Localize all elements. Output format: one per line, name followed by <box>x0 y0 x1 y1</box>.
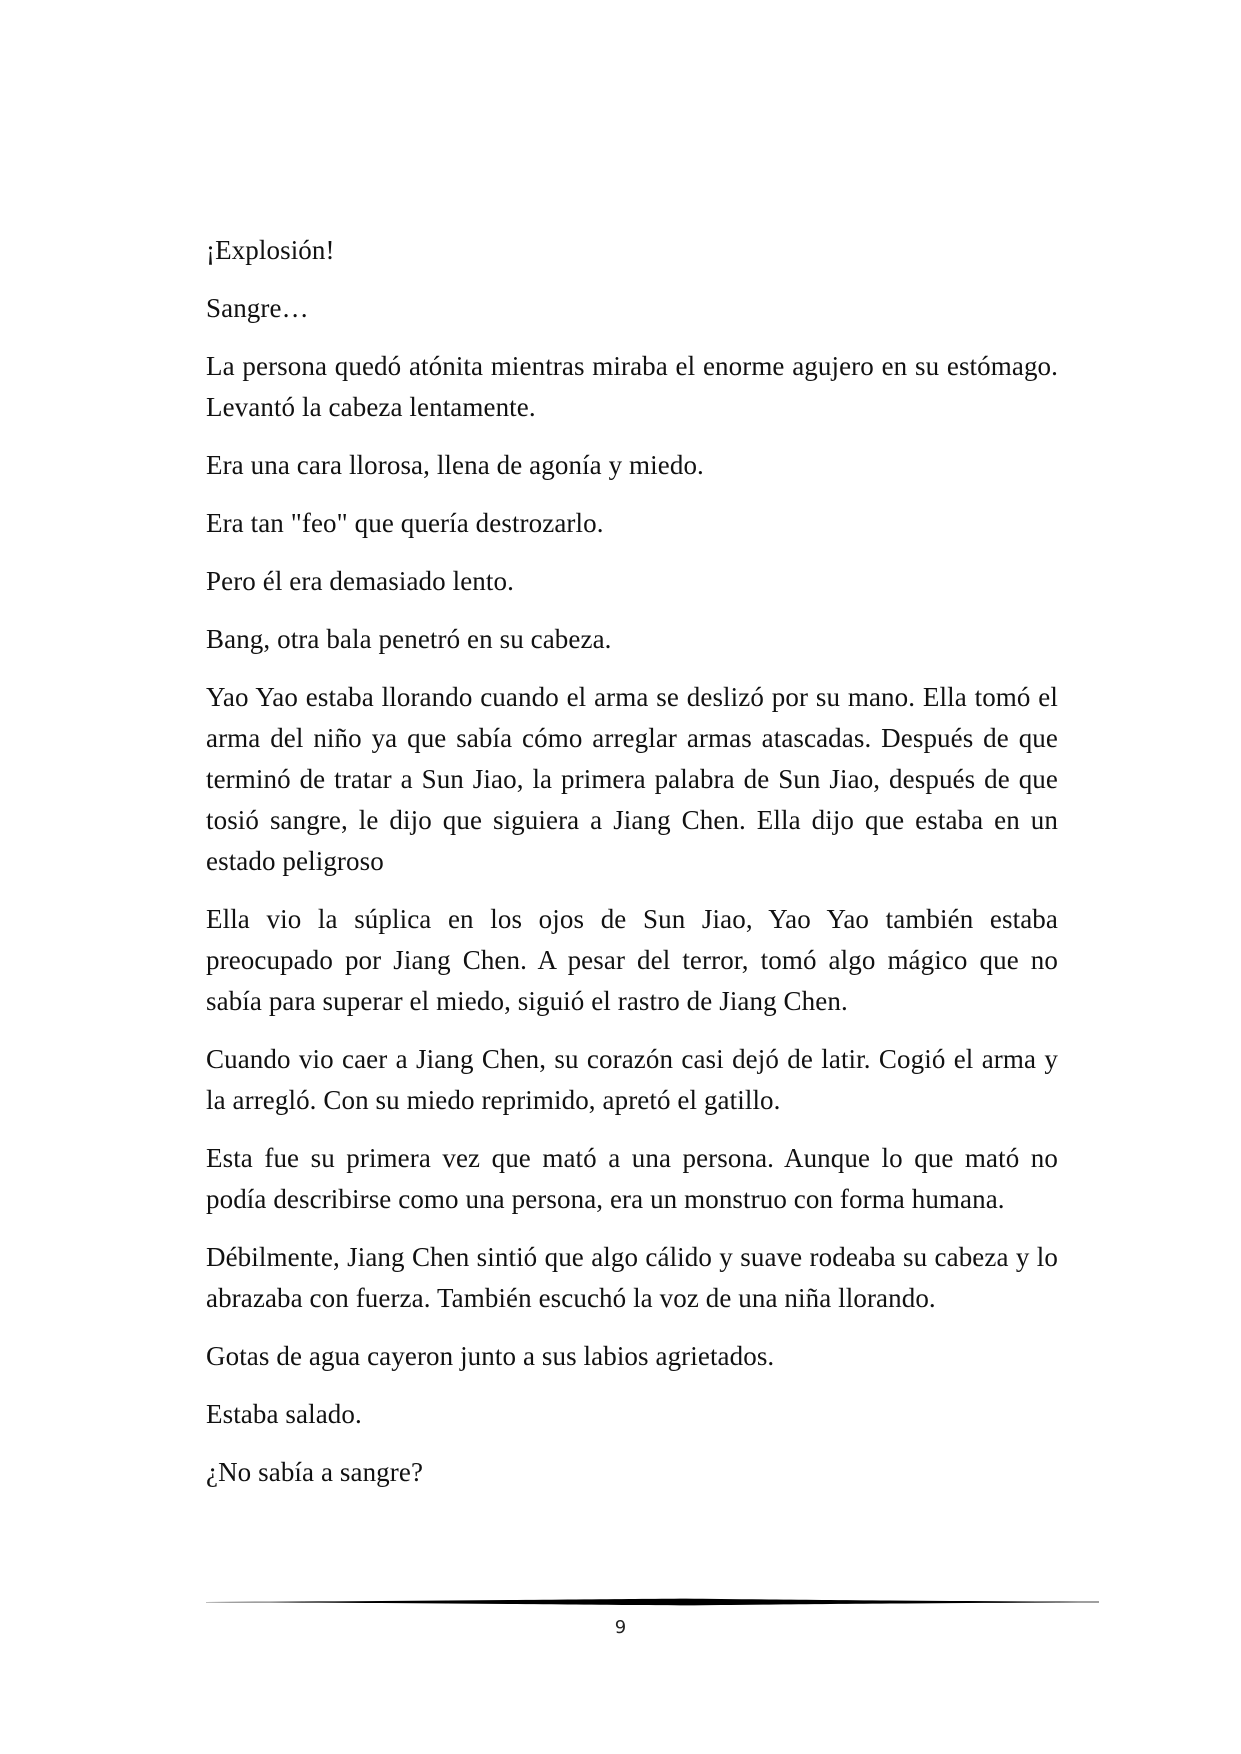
paragraph: Era una cara llorosa, llena de agonía y miedo. <box>206 450 704 480</box>
footer-divider <box>206 1597 1099 1607</box>
paragraph: La persona quedó atónita mientras miraba el enorme agujero en su estómago. Levantó la cabeza lentamente. <box>206 351 1058 422</box>
page-number: 9 <box>614 1617 627 1638</box>
paragraph: Cuando vio caer a Jiang Chen, su corazón casi dejó de latir. Cogió el arma y la arregló. Con su miedo reprimido, apretó el gatillo. <box>206 1044 1058 1115</box>
paragraph: Sangre… <box>206 293 309 323</box>
paragraph: Yao Yao estaba llorando cuando el arma se deslizó por su mano. Ella tomó el arma del niño ya que sabía cómo arreglar armas atascadas. Después de que terminó de tratar a Sun Jiao, la primera palabra de Sun Jiao, después de que tosió sangre, le dijo que siguiera a Jiang Chen. Ella dijo que estaba en un estado peligroso <box>206 682 1058 876</box>
paragraph: Débilmente, Jiang Chen sintió que algo cálido y suave rodeaba su cabeza y lo abrazaba con fuerza. También escuchó la voz de una niña llorando. <box>206 1242 1058 1313</box>
paragraph: Ella vio la súplica en los ojos de Sun Jiao, Yao Yao también estaba preocupado por Jiang Chen. A pesar del terror, tomó algo mágico que no sabía para superar el miedo, siguió el rastro de Jiang Chen. <box>206 904 1058 1016</box>
paragraph: Estaba salado. <box>206 1399 362 1429</box>
paragraph: Era tan "feo" que quería destrozarlo. <box>206 508 604 538</box>
paragraph: Bang, otra bala penetró en su cabeza. <box>206 624 612 654</box>
paragraph: Gotas de agua cayeron junto a sus labios agrietados. <box>206 1341 775 1371</box>
footer-divider-stroke <box>206 1599 1099 1606</box>
paragraph: Pero él era demasiado lento. <box>206 566 514 596</box>
body-text <box>206 230 1058 1510</box>
paragraph: ¡Explosión! <box>206 235 335 265</box>
paragraph: Esta fue su primera vez que mató a una persona. Aunque lo que mató no podía describirse como una persona, era un monstruo con forma humana. <box>206 1143 1058 1214</box>
paragraph: ¿No sabía a sangre? <box>206 1457 424 1487</box>
